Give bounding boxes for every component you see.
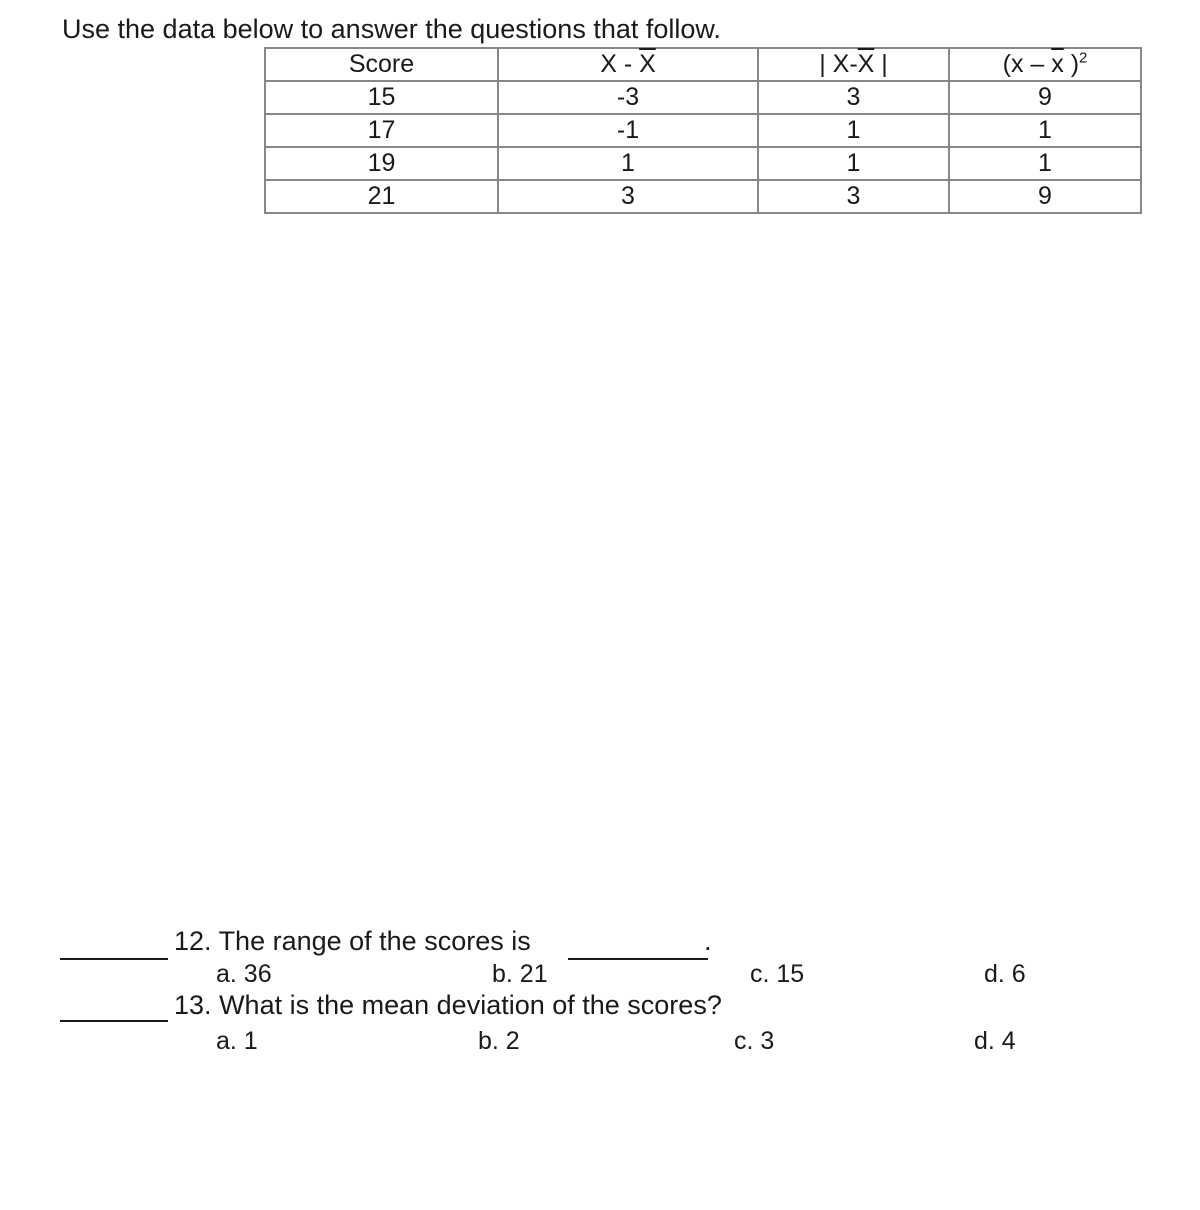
cell-deviation: -3	[498, 81, 758, 114]
question-13-text: What is the mean deviation of the scores?	[219, 990, 722, 1020]
inline-blank-12[interactable]	[568, 958, 708, 960]
table-row	[265, 147, 1141, 180]
cell-absolute-deviation: 3	[758, 180, 949, 213]
table-row	[265, 180, 1141, 213]
instructions-text: Use the data below to answer the questions that follow.	[62, 14, 721, 44]
question-12	[174, 926, 531, 957]
cell-squared-deviation: 9	[949, 180, 1141, 213]
question-13-number: 13.	[174, 990, 212, 1020]
table-row	[265, 114, 1141, 147]
cell-deviation: -1	[498, 114, 758, 147]
cell-deviation: 1	[498, 147, 758, 180]
option-13-b[interactable]: b. 2	[478, 1027, 520, 1055]
question-12-number: 12.	[174, 926, 212, 956]
header-absolute-deviation: | X-X |	[758, 48, 949, 81]
cell-squared-deviation: 9	[949, 81, 1141, 114]
cell-absolute-deviation: 1	[758, 147, 949, 180]
cell-squared-deviation: 1	[949, 114, 1141, 147]
cell-deviation: 3	[498, 180, 758, 213]
option-13-c[interactable]: c. 3	[734, 1027, 775, 1055]
option-12-a[interactable]: a. 36	[216, 960, 272, 988]
header-squared-deviation: (x – x )$^2$	[949, 48, 1141, 81]
answer-blank-13[interactable]	[60, 1020, 168, 1022]
question-12-text: The range of the scores is	[218, 926, 531, 956]
option-13-a[interactable]: a. 1	[216, 1027, 258, 1055]
option-13-d[interactable]: d. 4	[974, 1027, 1016, 1055]
table-row	[265, 81, 1141, 114]
cell-score: 17	[265, 114, 498, 147]
header-score: Score	[265, 48, 498, 81]
cell-absolute-deviation: 1	[758, 114, 949, 147]
header-deviation: X - X	[498, 48, 758, 81]
data-table	[264, 47, 1142, 214]
cell-score: 21	[265, 180, 498, 213]
cell-absolute-deviation: 3	[758, 81, 949, 114]
cell-score: 15	[265, 81, 498, 114]
question-12-suffix: .	[704, 926, 712, 956]
answer-blank-12[interactable]	[60, 958, 168, 960]
option-12-c[interactable]: c. 15	[750, 960, 805, 988]
table-header-row	[265, 48, 1141, 81]
question-13	[174, 990, 722, 1021]
option-12-b[interactable]: b. 21	[492, 960, 548, 988]
cell-squared-deviation: 1	[949, 147, 1141, 180]
cell-score: 19	[265, 147, 498, 180]
option-12-d[interactable]: d. 6	[984, 960, 1026, 988]
